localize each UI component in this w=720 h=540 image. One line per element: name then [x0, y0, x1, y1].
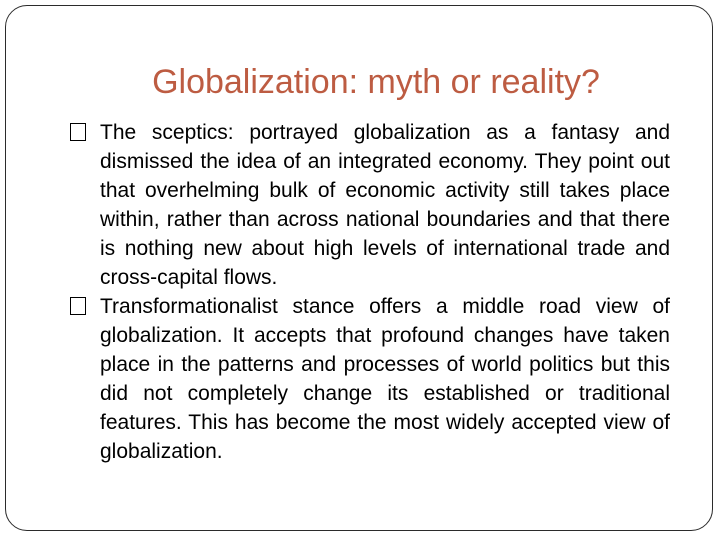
slide-content [78, 118, 670, 466]
bullet-text: The sceptics: portrayed globalization as a fantasy and dismissed the idea of an integrated economy. They point out that overhelming bulk of economic activity still takes place within, rather than across national boundaries and that there is nothing new about high levels of international trade and cross-capital flows. [100, 121, 670, 289]
bullet-item-sceptics [78, 118, 670, 292]
square-bullet-icon [70, 123, 86, 141]
bullet-text: Transformationalist stance offers a middle road view of globalization. It accepts that profound changes have taken place in the patterns and processes of world politics but this did not completely change its established or traditional features. This has become the most widely accepted view of globalization. [100, 295, 670, 463]
slide-title: Globalization: myth or reality? [152, 63, 600, 101]
square-bullet-icon [70, 297, 86, 315]
bullet-item-transformationalist [78, 292, 670, 466]
